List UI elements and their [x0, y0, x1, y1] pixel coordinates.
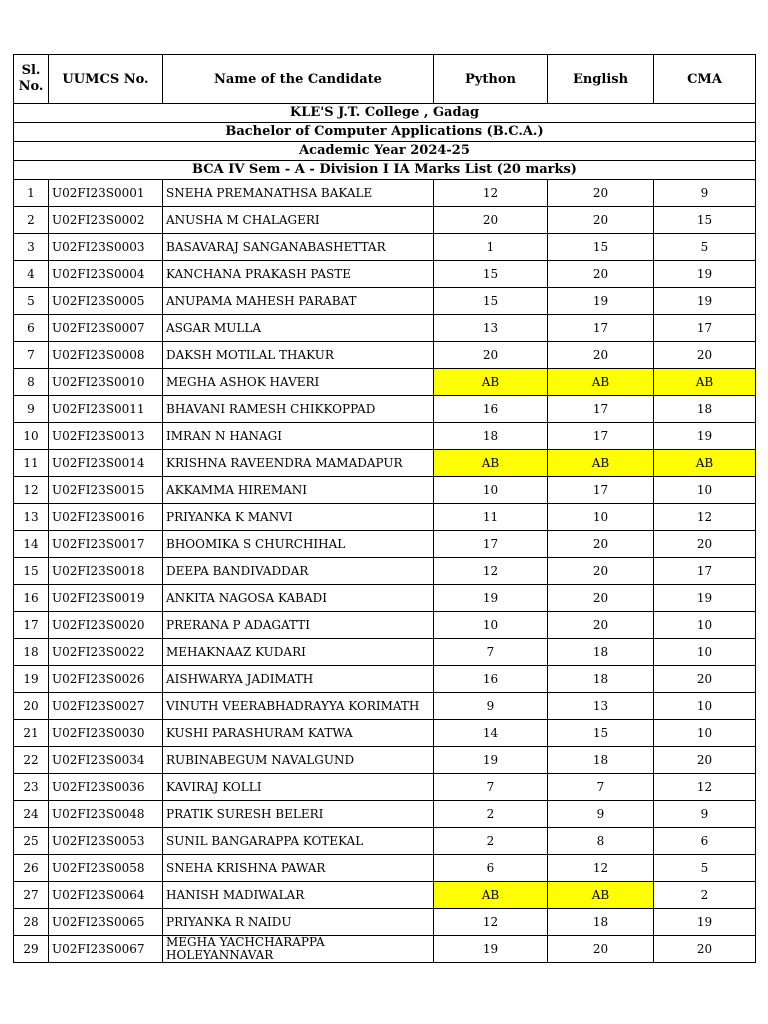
cell-english: AB [548, 369, 654, 396]
cell-python: 14 [434, 720, 548, 747]
cell-english: 18 [548, 909, 654, 936]
table-row [14, 855, 756, 882]
cell-english: 20 [548, 342, 654, 369]
cell-sl: 18 [14, 639, 49, 666]
cell-english: 18 [548, 747, 654, 774]
cell-english: AB [548, 882, 654, 909]
table-row [14, 747, 756, 774]
cell-name: KUSHI PARASHURAM KATWA [163, 720, 434, 747]
cell-name: ANKITA NAGOSA KABADI [163, 585, 434, 612]
table-row [14, 639, 756, 666]
cell-sl: 4 [14, 261, 49, 288]
academic-year: Academic Year 2024-25 [14, 142, 756, 161]
cell-cma: 20 [654, 342, 756, 369]
cell-name: KANCHANA PRAKASH PASTE [163, 261, 434, 288]
cell-uumcs: U02FI23S0002 [49, 207, 163, 234]
cell-uumcs: U02FI23S0017 [49, 531, 163, 558]
table-row [14, 234, 756, 261]
table-row [14, 585, 756, 612]
cell-cma: 17 [654, 315, 756, 342]
cell-sl: 14 [14, 531, 49, 558]
cell-uumcs: U02FI23S0019 [49, 585, 163, 612]
cell-python: 19 [434, 936, 548, 963]
cell-python: 7 [434, 774, 548, 801]
col-header-python: Python [434, 55, 548, 104]
col-header-uumcs: UUMCS No. [49, 55, 163, 104]
cell-sl: 6 [14, 315, 49, 342]
cell-name: MEGHA YACHCHARAPPA HOLEYANNAVAR [163, 936, 434, 963]
cell-name: DEEPA BANDIVADDAR [163, 558, 434, 585]
table-row [14, 450, 756, 477]
cell-name: SNEHA PREMANATHSA BAKALE [163, 180, 434, 207]
cell-name: RUBINABEGUM NAVALGUND [163, 747, 434, 774]
table-row [14, 774, 756, 801]
cell-python: 16 [434, 666, 548, 693]
table-row [14, 423, 756, 450]
cell-python: 7 [434, 639, 548, 666]
cell-python: 1 [434, 234, 548, 261]
cell-uumcs: U02FI23S0030 [49, 720, 163, 747]
cell-sl: 27 [14, 882, 49, 909]
table-title-block [14, 104, 756, 180]
cell-sl: 24 [14, 801, 49, 828]
cell-uumcs: U02FI23S0048 [49, 801, 163, 828]
cell-name: PRIYANKA R NAIDU [163, 909, 434, 936]
cell-cma: AB [654, 369, 756, 396]
cell-cma: 20 [654, 936, 756, 963]
cell-uumcs: U02FI23S0067 [49, 936, 163, 963]
cell-python: AB [434, 369, 548, 396]
cell-english: 20 [548, 612, 654, 639]
cell-uumcs: U02FI23S0036 [49, 774, 163, 801]
table-row [14, 207, 756, 234]
cell-python: 2 [434, 801, 548, 828]
cell-uumcs: U02FI23S0004 [49, 261, 163, 288]
cell-uumcs: U02FI23S0026 [49, 666, 163, 693]
cell-cma: 20 [654, 531, 756, 558]
cell-english: 12 [548, 855, 654, 882]
cell-python: 15 [434, 288, 548, 315]
cell-uumcs: U02FI23S0034 [49, 747, 163, 774]
table-row [14, 504, 756, 531]
cell-python: 10 [434, 477, 548, 504]
cell-sl: 9 [14, 396, 49, 423]
cell-python: 17 [434, 531, 548, 558]
cell-sl: 21 [14, 720, 49, 747]
cell-name: PRATIK SURESH BELERI [163, 801, 434, 828]
cell-english: 17 [548, 315, 654, 342]
cell-name: PRERANA P ADAGATTI [163, 612, 434, 639]
cell-sl: 17 [14, 612, 49, 639]
cell-cma: AB [654, 450, 756, 477]
cell-python: 2 [434, 828, 548, 855]
cell-sl: 16 [14, 585, 49, 612]
cell-sl: 15 [14, 558, 49, 585]
cell-sl: 19 [14, 666, 49, 693]
cell-name: MEHAKNAAZ KUDARI [163, 639, 434, 666]
cell-sl: 10 [14, 423, 49, 450]
cell-cma: 20 [654, 747, 756, 774]
table-body [14, 180, 756, 963]
cell-name: BASAVARAJ SANGANABASHETTAR [163, 234, 434, 261]
table-row [14, 396, 756, 423]
cell-name: VINUTH VEERABHADRAYYA KORIMATH [163, 693, 434, 720]
cell-sl: 11 [14, 450, 49, 477]
program-name: Bachelor of Computer Applications (B.C.A.) [14, 123, 756, 142]
table-row [14, 342, 756, 369]
cell-english: 20 [548, 558, 654, 585]
cell-cma: 6 [654, 828, 756, 855]
table-row [14, 936, 756, 963]
table-row [14, 909, 756, 936]
cell-cma: 10 [654, 612, 756, 639]
cell-sl: 23 [14, 774, 49, 801]
cell-name: KRISHNA RAVEENDRA MAMADAPUR [163, 450, 434, 477]
cell-uumcs: U02FI23S0065 [49, 909, 163, 936]
table-row [14, 477, 756, 504]
cell-name: AKKAMMA HIREMANI [163, 477, 434, 504]
cell-python: 12 [434, 558, 548, 585]
cell-python: 19 [434, 747, 548, 774]
cell-python: 6 [434, 855, 548, 882]
cell-english: 17 [548, 423, 654, 450]
college-name: KLE'S J.T. College , Gadag [14, 104, 756, 123]
cell-name: PRIYANKA K MANVI [163, 504, 434, 531]
cell-english: 20 [548, 261, 654, 288]
cell-python: AB [434, 882, 548, 909]
table-row [14, 261, 756, 288]
cell-uumcs: U02FI23S0003 [49, 234, 163, 261]
cell-cma: 10 [654, 720, 756, 747]
cell-uumcs: U02FI23S0053 [49, 828, 163, 855]
cell-python: 18 [434, 423, 548, 450]
cell-english: 20 [548, 585, 654, 612]
cell-name: SNEHA KRISHNA PAWAR [163, 855, 434, 882]
cell-name: KAVIRAJ KOLLI [163, 774, 434, 801]
cell-name: DAKSH MOTILAL THAKUR [163, 342, 434, 369]
cell-english: 17 [548, 396, 654, 423]
table-row [14, 801, 756, 828]
cell-english: 18 [548, 639, 654, 666]
column-header-row [14, 55, 756, 104]
cell-cma: 2 [654, 882, 756, 909]
cell-cma: 19 [654, 909, 756, 936]
cell-python: 12 [434, 180, 548, 207]
table-row [14, 720, 756, 747]
cell-python: 11 [434, 504, 548, 531]
cell-cma: 20 [654, 666, 756, 693]
cell-sl: 2 [14, 207, 49, 234]
cell-cma: 17 [654, 558, 756, 585]
cell-name: ANUPAMA MAHESH PARABAT [163, 288, 434, 315]
cell-python: 9 [434, 693, 548, 720]
table-row [14, 882, 756, 909]
cell-cma: 19 [654, 423, 756, 450]
cell-english: 15 [548, 720, 654, 747]
col-header-english: English [548, 55, 654, 104]
cell-english: 17 [548, 477, 654, 504]
cell-uumcs: U02FI23S0001 [49, 180, 163, 207]
cell-name: IMRAN N HANAGI [163, 423, 434, 450]
table-row [14, 666, 756, 693]
cell-cma: 10 [654, 693, 756, 720]
cell-sl: 1 [14, 180, 49, 207]
cell-english: 20 [548, 207, 654, 234]
cell-english: 13 [548, 693, 654, 720]
cell-python: 19 [434, 585, 548, 612]
cell-uumcs: U02FI23S0064 [49, 882, 163, 909]
cell-uumcs: U02FI23S0018 [49, 558, 163, 585]
cell-cma: 19 [654, 288, 756, 315]
table-row [14, 693, 756, 720]
cell-english: 7 [548, 774, 654, 801]
cell-name: BHAVANI RAMESH CHIKKOPPAD [163, 396, 434, 423]
table-row [14, 612, 756, 639]
cell-english: 9 [548, 801, 654, 828]
cell-cma: 18 [654, 396, 756, 423]
cell-sl: 22 [14, 747, 49, 774]
cell-uumcs: U02FI23S0013 [49, 423, 163, 450]
cell-python: 16 [434, 396, 548, 423]
cell-cma: 5 [654, 234, 756, 261]
cell-english: 20 [548, 531, 654, 558]
cell-python: 12 [434, 909, 548, 936]
cell-english: 10 [548, 504, 654, 531]
cell-python: AB [434, 450, 548, 477]
cell-sl: 12 [14, 477, 49, 504]
cell-sl: 25 [14, 828, 49, 855]
cell-uumcs: U02FI23S0007 [49, 315, 163, 342]
table-row [14, 369, 756, 396]
cell-python: 13 [434, 315, 548, 342]
cell-sl: 3 [14, 234, 49, 261]
cell-uumcs: U02FI23S0014 [49, 450, 163, 477]
cell-cma: 19 [654, 585, 756, 612]
cell-uumcs: U02FI23S0020 [49, 612, 163, 639]
cell-name: MEGHA ASHOK HAVERI [163, 369, 434, 396]
cell-sl: 7 [14, 342, 49, 369]
cell-uumcs: U02FI23S0015 [49, 477, 163, 504]
cell-cma: 5 [654, 855, 756, 882]
cell-english: AB [548, 450, 654, 477]
list-title: BCA IV Sem - A - Division I IA Marks List (20 marks) [14, 161, 756, 180]
cell-uumcs: U02FI23S0058 [49, 855, 163, 882]
cell-python: 10 [434, 612, 548, 639]
table-row [14, 828, 756, 855]
cell-cma: 12 [654, 774, 756, 801]
cell-sl: 26 [14, 855, 49, 882]
table-row [14, 558, 756, 585]
cell-cma: 9 [654, 180, 756, 207]
table-row [14, 531, 756, 558]
cell-uumcs: U02FI23S0005 [49, 288, 163, 315]
cell-cma: 19 [654, 261, 756, 288]
cell-sl: 13 [14, 504, 49, 531]
cell-uumcs: U02FI23S0008 [49, 342, 163, 369]
cell-python: 20 [434, 342, 548, 369]
cell-uumcs: U02FI23S0011 [49, 396, 163, 423]
cell-english: 19 [548, 288, 654, 315]
marks-table [13, 54, 756, 963]
cell-english: 20 [548, 180, 654, 207]
col-header-cma: CMA [654, 55, 756, 104]
cell-english: 18 [548, 666, 654, 693]
col-header-name: Name of the Candidate [163, 55, 434, 104]
cell-sl: 20 [14, 693, 49, 720]
table-row [14, 315, 756, 342]
cell-cma: 10 [654, 639, 756, 666]
cell-english: 15 [548, 234, 654, 261]
cell-python: 15 [434, 261, 548, 288]
cell-name: ASGAR MULLA [163, 315, 434, 342]
cell-python: 20 [434, 207, 548, 234]
cell-uumcs: U02FI23S0022 [49, 639, 163, 666]
cell-cma: 15 [654, 207, 756, 234]
cell-cma: 10 [654, 477, 756, 504]
cell-sl: 8 [14, 369, 49, 396]
cell-name: SUNIL BANGARAPPA KOTEKAL [163, 828, 434, 855]
cell-name: ANUSHA M CHALAGERI [163, 207, 434, 234]
cell-english: 20 [548, 936, 654, 963]
cell-sl: 28 [14, 909, 49, 936]
cell-uumcs: U02FI23S0027 [49, 693, 163, 720]
col-header-sl: Sl. No. [14, 55, 49, 104]
cell-english: 8 [548, 828, 654, 855]
table-row [14, 180, 756, 207]
cell-sl: 5 [14, 288, 49, 315]
cell-cma: 9 [654, 801, 756, 828]
table-row [14, 288, 756, 315]
cell-name: HANISH MADIWALAR [163, 882, 434, 909]
cell-sl: 29 [14, 936, 49, 963]
cell-uumcs: U02FI23S0010 [49, 369, 163, 396]
cell-name: AISHWARYA JADIMATH [163, 666, 434, 693]
cell-uumcs: U02FI23S0016 [49, 504, 163, 531]
cell-cma: 12 [654, 504, 756, 531]
cell-name: BHOOMIKA S CHURCHIHAL [163, 531, 434, 558]
